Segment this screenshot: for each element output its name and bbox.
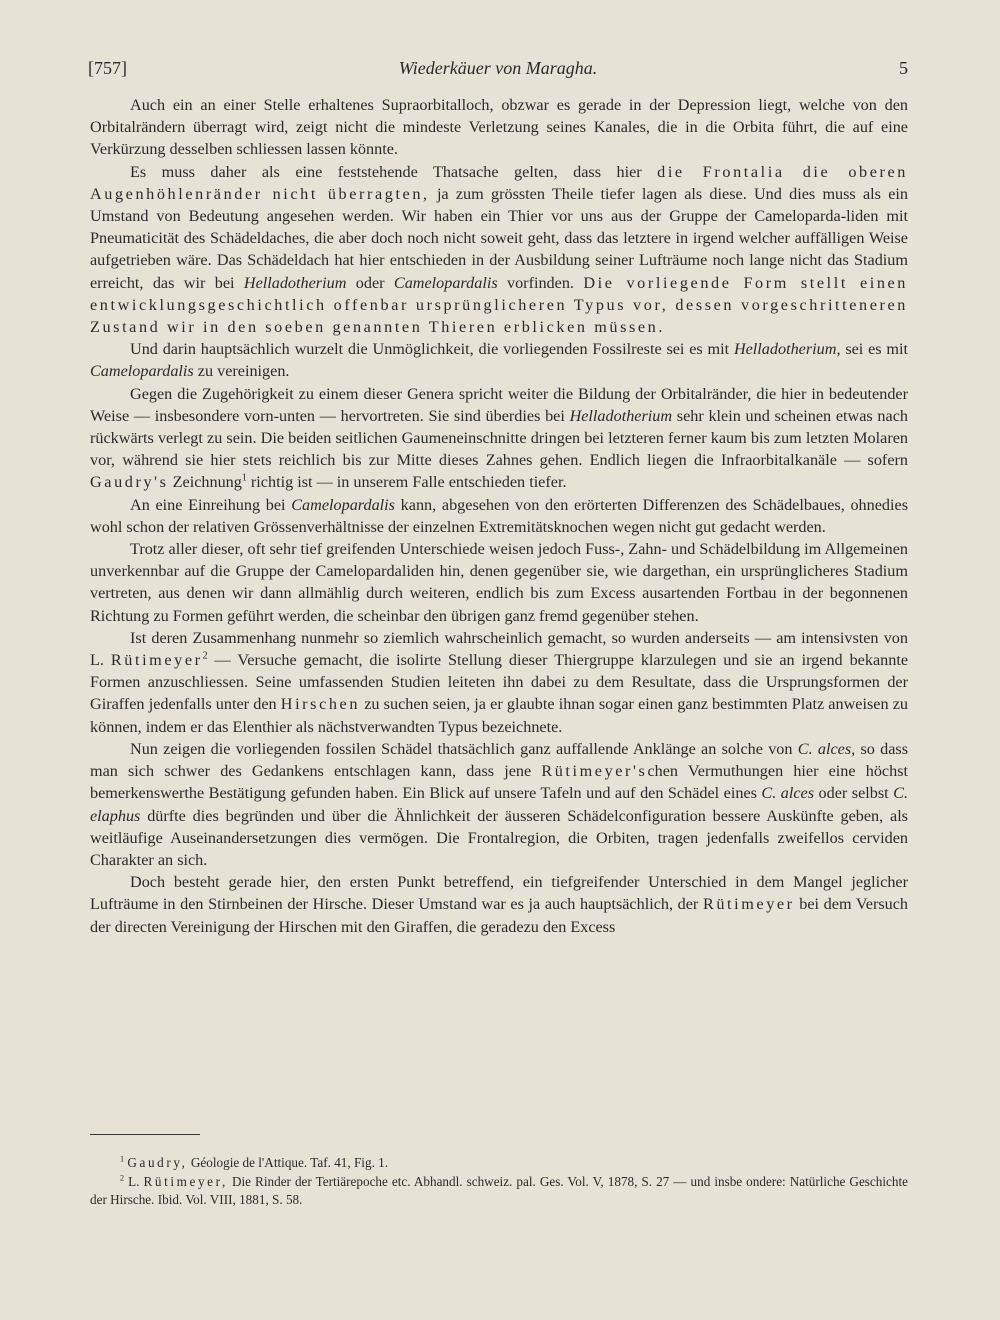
author-name: Rütimeyer — [702, 895, 795, 914]
taxon-name: Helladotherium, — [733, 340, 841, 359]
paragraph-1: Auch ein an einer Stelle erhaltenes Supraorbitalloch, obzwar es gerade in der Depression liegt, welche von den Orbitalrändern überragt wird, zeigt nicht die mindeste Verletzung seines Kanales, die in die Orbita führt, die auf eine Verkürzung desselben schliessen lassen könnte. — [90, 96, 908, 159]
page-reference: [757] — [88, 58, 127, 78]
text-span: — Versuche gemacht, die isolirte Stellung dieser Thiergruppe klarzulegen und sie an irgend bekannte Formen anzuschliessen. Seine umfassenden Studien leiteten ihn dabei zu dem Resultate, dass die Ursprungsformen der Giraffen jedenfalls unter den — [90, 651, 908, 714]
footnotes — [90, 1154, 908, 1210]
footnote-ref: 2 — [202, 650, 208, 662]
taxon-name: C. alces — [761, 784, 815, 803]
running-title: Wiederkäuer von Maragha. — [398, 58, 598, 78]
author-name: Gaudry, — [127, 1155, 188, 1170]
paragraph-9 — [90, 871, 908, 938]
paragraph-8 — [90, 738, 908, 871]
text-span: Zeichnung — [168, 473, 242, 492]
text-span: vorfinden. — [497, 273, 584, 292]
paragraph-3 — [90, 338, 908, 382]
running-header — [88, 58, 908, 84]
text-span: Gegen die Zugehörigkeit zu einem dieser Genera spricht weiter die Bildung der Orbitalränder, die hier in bedeutender Weise — insbesondere vorn-unten — hervortreten. Sie sind überdies bei — [90, 384, 908, 425]
taxon-name: C. elaphus — [90, 784, 909, 825]
footnote-marker: 1 — [120, 1154, 125, 1164]
footnote-divider — [90, 1134, 200, 1135]
page-number: 5 — [899, 58, 908, 78]
text-span: sei es mit — [840, 340, 908, 359]
footnote-marker: 2 — [120, 1173, 125, 1183]
taxon-name: Camelopardalis — [90, 362, 194, 381]
paragraph-6: Trotz aller dieser, oft sehr tief greifenden Unterschiede weisen jedoch Fuss-, Zahn- und Schädelbildung im Allgemeinen unverkennbar auf die Gruppe der Camelopardaliden hin, denen gegenüber sie, wie dargethan, ein ursprünglicheres Stadium vertreten, aus denen wir dann allmählig durch weiteren, endlich bis zum Excess ausartenden Fortbau in der begonnenen Richtung zu Formen geführt werden, die scheinbar den übrigen ganz fremd gegenüber stehen. — [90, 540, 908, 625]
taxon-name: Helladotherium — [569, 406, 673, 425]
footnote-ref: 1 — [241, 473, 247, 485]
author-name: Rütimeyer, — [143, 1173, 228, 1189]
text-span: Doch besteht gerade hier, den ersten Punkt betreffend, ein tiefgreifender Unterschied in dem Mangel jeglicher Lufträume in den Stirnbeinen der Hirsche. Dieser Umstand war es ja auch hauptsächlich, der — [90, 873, 908, 914]
text-span: ja zum grössten Theile tiefer lagen als diese. Und dies muss als ein Umstand von Bedeutung angesehen werden. Wir haben ein Thier vor uns aus der Gruppe der Cameloparda-liden mit Pneumaticität des Schädeldaches, die aber doch noch nicht soweit geht, dass das letztere in irgend welcher auffälligen Weise aufgetrieben wäre. Das Schädeldach hat hier entschieden in der Ausbildung seiner Lufträume noch lange nicht das Stadium erreicht, das wir bei — [90, 184, 908, 292]
taxon-name: Camelopardalis — [393, 273, 498, 292]
paragraph-7 — [90, 627, 908, 738]
text-span: dürfte dies begründen und über die Ähnlichkeit der äusseren Schädelconfiguration bessere Auskünfte geben, als weitläufige Auseinandersetzungen dies vermögen. Die Frontalregion, die Orbiten, tragen jedenfalls zweifellos cerviden Charakter an sich. — [90, 806, 908, 869]
text-span: oder — [346, 273, 394, 292]
text-span: oder selbst — [814, 784, 894, 803]
spaced-emphasis: Hirschen — [280, 695, 361, 714]
text-span: L. — [128, 1173, 144, 1189]
text-span: Die Rinder der Tertiärepoche etc. Abhandl. schweiz. pal. Ges. Vol. V, 1878, S. 27 — und insbe ondere: Natürliche Geschichte der Hirsche. Ibid. Vol. VIII, 1881, S. 58. — [90, 1173, 909, 1207]
author-name: Rütimeyer's — [541, 762, 648, 781]
footnote-2 — [90, 1173, 908, 1210]
text-span: zu suchen seien, ja er glaubte ihnan sogar einen ganz bestimmten Platz anweisen zu können, indem er das Elenthier als nächstverwandten Typus bezeichnete. — [90, 695, 908, 736]
text-span: bei dem Versuch der directen Vereinigung der Hirschen mit den Giraffen, die geradezu den Excess — [90, 895, 909, 936]
paragraph-2 — [90, 161, 908, 339]
main-text — [90, 94, 908, 938]
author-name: Gaudry's — [90, 473, 169, 492]
text-span: so dass man sich schwer des Gedankens entschlagen kann, dass jene — [90, 739, 908, 781]
paragraph-4 — [90, 383, 908, 494]
text-span: Géologie de l'Attique. Taf. 41, Fig. 1. — [187, 1155, 389, 1170]
spaced-emphasis: die Frontalia die oberen Augenhöhlenränder nicht überragten, — [90, 162, 908, 203]
text-span: sehr klein und scheinen etwas nach rückwärts verlegt zu sein. Die beiden seitlichen Gaumeneinschnitte dringen bei letzteren ferner kaum bis zum letzten Molaren vor, während sie hier stets reichlich bis zur Mitte dieses Zahnes gehen. Endlich liegen die Infraorbitalkanäle — sofern — [90, 406, 908, 470]
footnote-1 — [90, 1154, 908, 1173]
author-name: Rütimeyer — [110, 651, 203, 670]
spaced-emphasis: Die vorliegende Form stellt einen entwicklungsgeschichtlich offenbar ursprünglicheren Typus vor, dessen vorgeschritteneren Zustand wir in den soeben genannten Thieren erblicken müssen. — [90, 273, 908, 337]
taxon-name: C. alces, — [797, 739, 856, 758]
text-span: richtig ist — in unserem Falle entschieden tiefer. — [246, 473, 567, 492]
text-span: An eine Einreihung bei — [130, 495, 292, 514]
text-span: kann, abgesehen von den erörterten Differenzen des Schädelbaues, ohnedies wohl schon der relativen Grössenverhältnisse der einzelnen Extremitätsknochen wegen nicht gut gedacht werden. — [90, 495, 909, 536]
text-span: zu vereinigen. — [193, 362, 290, 381]
text-span: Es muss daher als eine feststehende Thatsache gelten, dass hier — [130, 162, 658, 181]
taxon-name: Camelopardalis — [291, 495, 395, 514]
text-span: Und darin hauptsächlich wurzelt die Unmöglichkeit, die vorliegenden Fossilreste sei es mit — [130, 340, 734, 359]
taxon-name: Helladotherium — [243, 273, 347, 292]
text-span: chen Vermuthungen hier eine höchst bemerkenswerthe Bestätigung gefunden haben. Ein Blick auf unsere Tafeln und auf den Schädel eines — [90, 762, 908, 803]
text-span: Ist deren Zusammenhang nunmehr so ziemlich wahrscheinlich gemacht, so wurden anderseits — am intensivsten von L. — [90, 628, 908, 670]
paragraph-5 — [90, 494, 908, 538]
text-span: Nun zeigen die vorliegenden fossilen Schädel thatsächlich ganz auffallende Anklänge an solche von — [130, 739, 798, 758]
